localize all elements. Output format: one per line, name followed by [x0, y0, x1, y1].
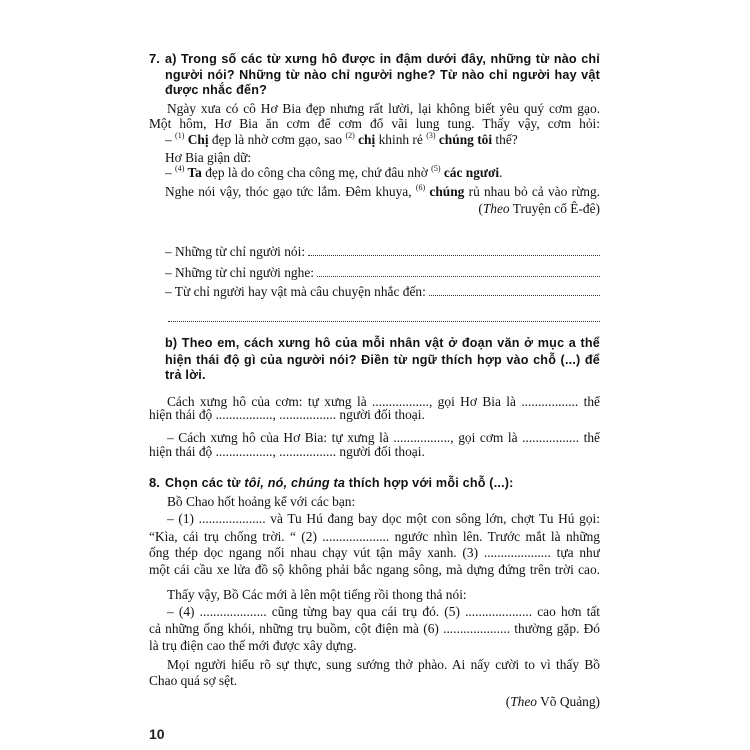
text-run: “Kìa, cái trụ chống trời. “ (2) .................... ngước nhìn lên. Trước mắt là những: [149, 529, 600, 544]
exercise-7-line: [165, 131, 600, 149]
text-run: –: [165, 132, 176, 147]
text-run: đẹp là nhờ cơm gạo, sao: [208, 132, 346, 147]
footnote-marker: (4): [175, 164, 185, 173]
exercise-8-line: [165, 693, 600, 711]
text-run: chị: [354, 132, 376, 147]
exercise-8-number: 8.: [149, 475, 160, 490]
text-run: Chọn các từ: [165, 476, 245, 490]
text-run: Ngày xưa có cô Hơ Bia đẹp nhưng rất lười, lại không biết yêu quý cơm gạo.: [167, 101, 600, 116]
text-run: Bồ Chao hốt hoảng kể với các bạn:: [167, 494, 356, 509]
exercise-8-line: [149, 672, 600, 690]
text-run: Theo: [482, 201, 510, 216]
exercise-7-line: [149, 443, 600, 461]
text-run: – (1) .................... và Tu Hú đang bay dọc một con sông lớn, chợt Tu Hú gọi:: [167, 511, 600, 526]
text-run: chúng: [425, 184, 465, 199]
text-run: a) Trong số các từ xưng hô được in đậm dưới đây, những từ nào chỉ: [165, 52, 600, 66]
text-run: Chị: [184, 132, 209, 147]
text-run: trả lời.: [165, 368, 206, 382]
text-run: được nhắc đến?: [165, 83, 268, 97]
exercise-8-line: [149, 620, 600, 638]
text-run: chúng tôi: [435, 132, 493, 147]
text-run: Một hôm, Hơ Bia ăn cơm để cơm đổ vãi lung tung. Thấy vậy, cơm hỏi:: [149, 116, 600, 131]
text-run: – Những từ chỉ người nghe:: [165, 265, 314, 280]
text-run: Truyện cổ Ê-đê): [509, 201, 600, 216]
exercise-8-line: [149, 544, 600, 562]
text-run: Theo: [510, 694, 538, 709]
text-run: Ta: [184, 165, 202, 180]
text-run: cả những ống khói, những trụ buồm, cột điện mà (6) .................... thường gặp. Đó: [149, 621, 600, 636]
text-run: Chao quá sợ sệt.: [149, 673, 238, 688]
text-run: Hơ Bia giận dữ:: [165, 150, 252, 165]
text-run: (: [478, 201, 483, 216]
exercise-7-line: [165, 200, 600, 218]
text-run: – Những từ chỉ người nói:: [165, 244, 306, 259]
exercise-7-line: [165, 164, 600, 182]
answer-blank[interactable]: [308, 243, 600, 256]
answer-blank[interactable]: [429, 283, 600, 296]
footnote-marker: (1): [175, 131, 185, 140]
exercise-7-line: [165, 264, 600, 282]
page-number: 10: [149, 726, 165, 742]
exercise-7-line: [165, 243, 600, 261]
text-run: – Từ chỉ người hay vật mà câu chuyện nhắc đến:: [165, 284, 426, 299]
text-run: Cách xưng hô của cơm: tự xưng là ................., gọi Hơ Bia là ................. thể: [167, 394, 600, 409]
exercise-7-line: [165, 334, 600, 352]
exercise-8-line: [165, 474, 600, 492]
text-run: rủ nhau bỏ cả vào rừng.: [464, 184, 600, 199]
text-run: hiện thái độ ................., ................. người đối thoại.: [149, 407, 425, 422]
text-run: (: [505, 694, 511, 709]
text-run: Thấy vậy, Bồ Các mới à lên một tiếng rồi thong thả nói:: [167, 587, 467, 602]
footnote-marker: (5): [431, 164, 441, 173]
exercise-8-line: [149, 561, 600, 579]
footnote-marker: (3): [426, 131, 436, 140]
footnote-marker: (6): [415, 183, 426, 192]
exercise-7-line: [165, 283, 600, 301]
exercise-7-line: [149, 406, 600, 424]
text-run: thích hợp với mỗi chỗ (...):: [345, 476, 514, 490]
exercise-7-line: [165, 81, 600, 99]
exercise-8-line: [167, 586, 600, 604]
text-run: thế?: [492, 132, 518, 147]
text-run: hiện thái độ ................., ................. người đối thoại.: [149, 444, 425, 459]
text-run: Mọi người hiểu rõ sự thực, sung sướng thở phào. Ai nấy cười to vì thấy Bồ: [167, 657, 600, 672]
text-run: .: [499, 165, 503, 180]
text-run: các ngươi: [440, 165, 500, 180]
text-run: khinh rẻ: [375, 132, 427, 147]
text-run: tôi, nó, chúng ta: [244, 476, 346, 490]
text-run: ống thép dọc ngang nối nhau chạy vút tận mây xanh. (3) .................... tựa như: [149, 545, 600, 560]
text-run: Nghe nói vậy, thóc gạo tức lắm. Đêm khuya,: [165, 184, 416, 199]
text-run: người nói? Những từ nào chỉ người nghe? Từ nào chỉ người hay vật: [165, 68, 600, 82]
exercise-8-line: [167, 493, 600, 511]
answer-blank[interactable]: [168, 309, 600, 322]
exercise-8-line: [167, 510, 600, 528]
text-run: Võ Quảng): [537, 694, 600, 709]
text-run: đẹp là do công cha công mẹ, chứ đâu nhờ: [201, 165, 432, 180]
text-run: – Cách xưng hô của Hơ Bia: tự xưng là ................., gọi cơm là ................. thể: [167, 430, 600, 445]
footnote-marker: (2): [345, 131, 355, 140]
text-run: là trụ điện cao thế mới được xây dựng.: [149, 638, 357, 653]
exercise-7-number: 7.: [149, 51, 160, 66]
exercise-7-line: [165, 309, 600, 327]
text-run: – (4) .................... cũng từng bay qua cái trụ đó. (5) .................... cao hơn tất: [167, 604, 600, 619]
answer-blank[interactable]: [317, 264, 600, 277]
text-run: b) Theo em, cách xưng hô của mỗi nhân vật ở đoạn văn ở mục a thể: [165, 336, 600, 350]
exercise-7-line: [165, 366, 600, 384]
text-run: –: [165, 165, 176, 180]
exercise-8-line: [167, 603, 600, 621]
exercise-8-line: [149, 637, 600, 655]
text-run: hiện thái độ gì của người nói? Điền từ ngữ thích hợp vào chỗ (...) để: [165, 353, 600, 367]
exercise-7-line: [165, 183, 600, 201]
text-run: một cái cầu xe lửa đồ sộ không phải bắc ngang sông, mà dựng đứng trên trời cao.: [149, 562, 600, 577]
